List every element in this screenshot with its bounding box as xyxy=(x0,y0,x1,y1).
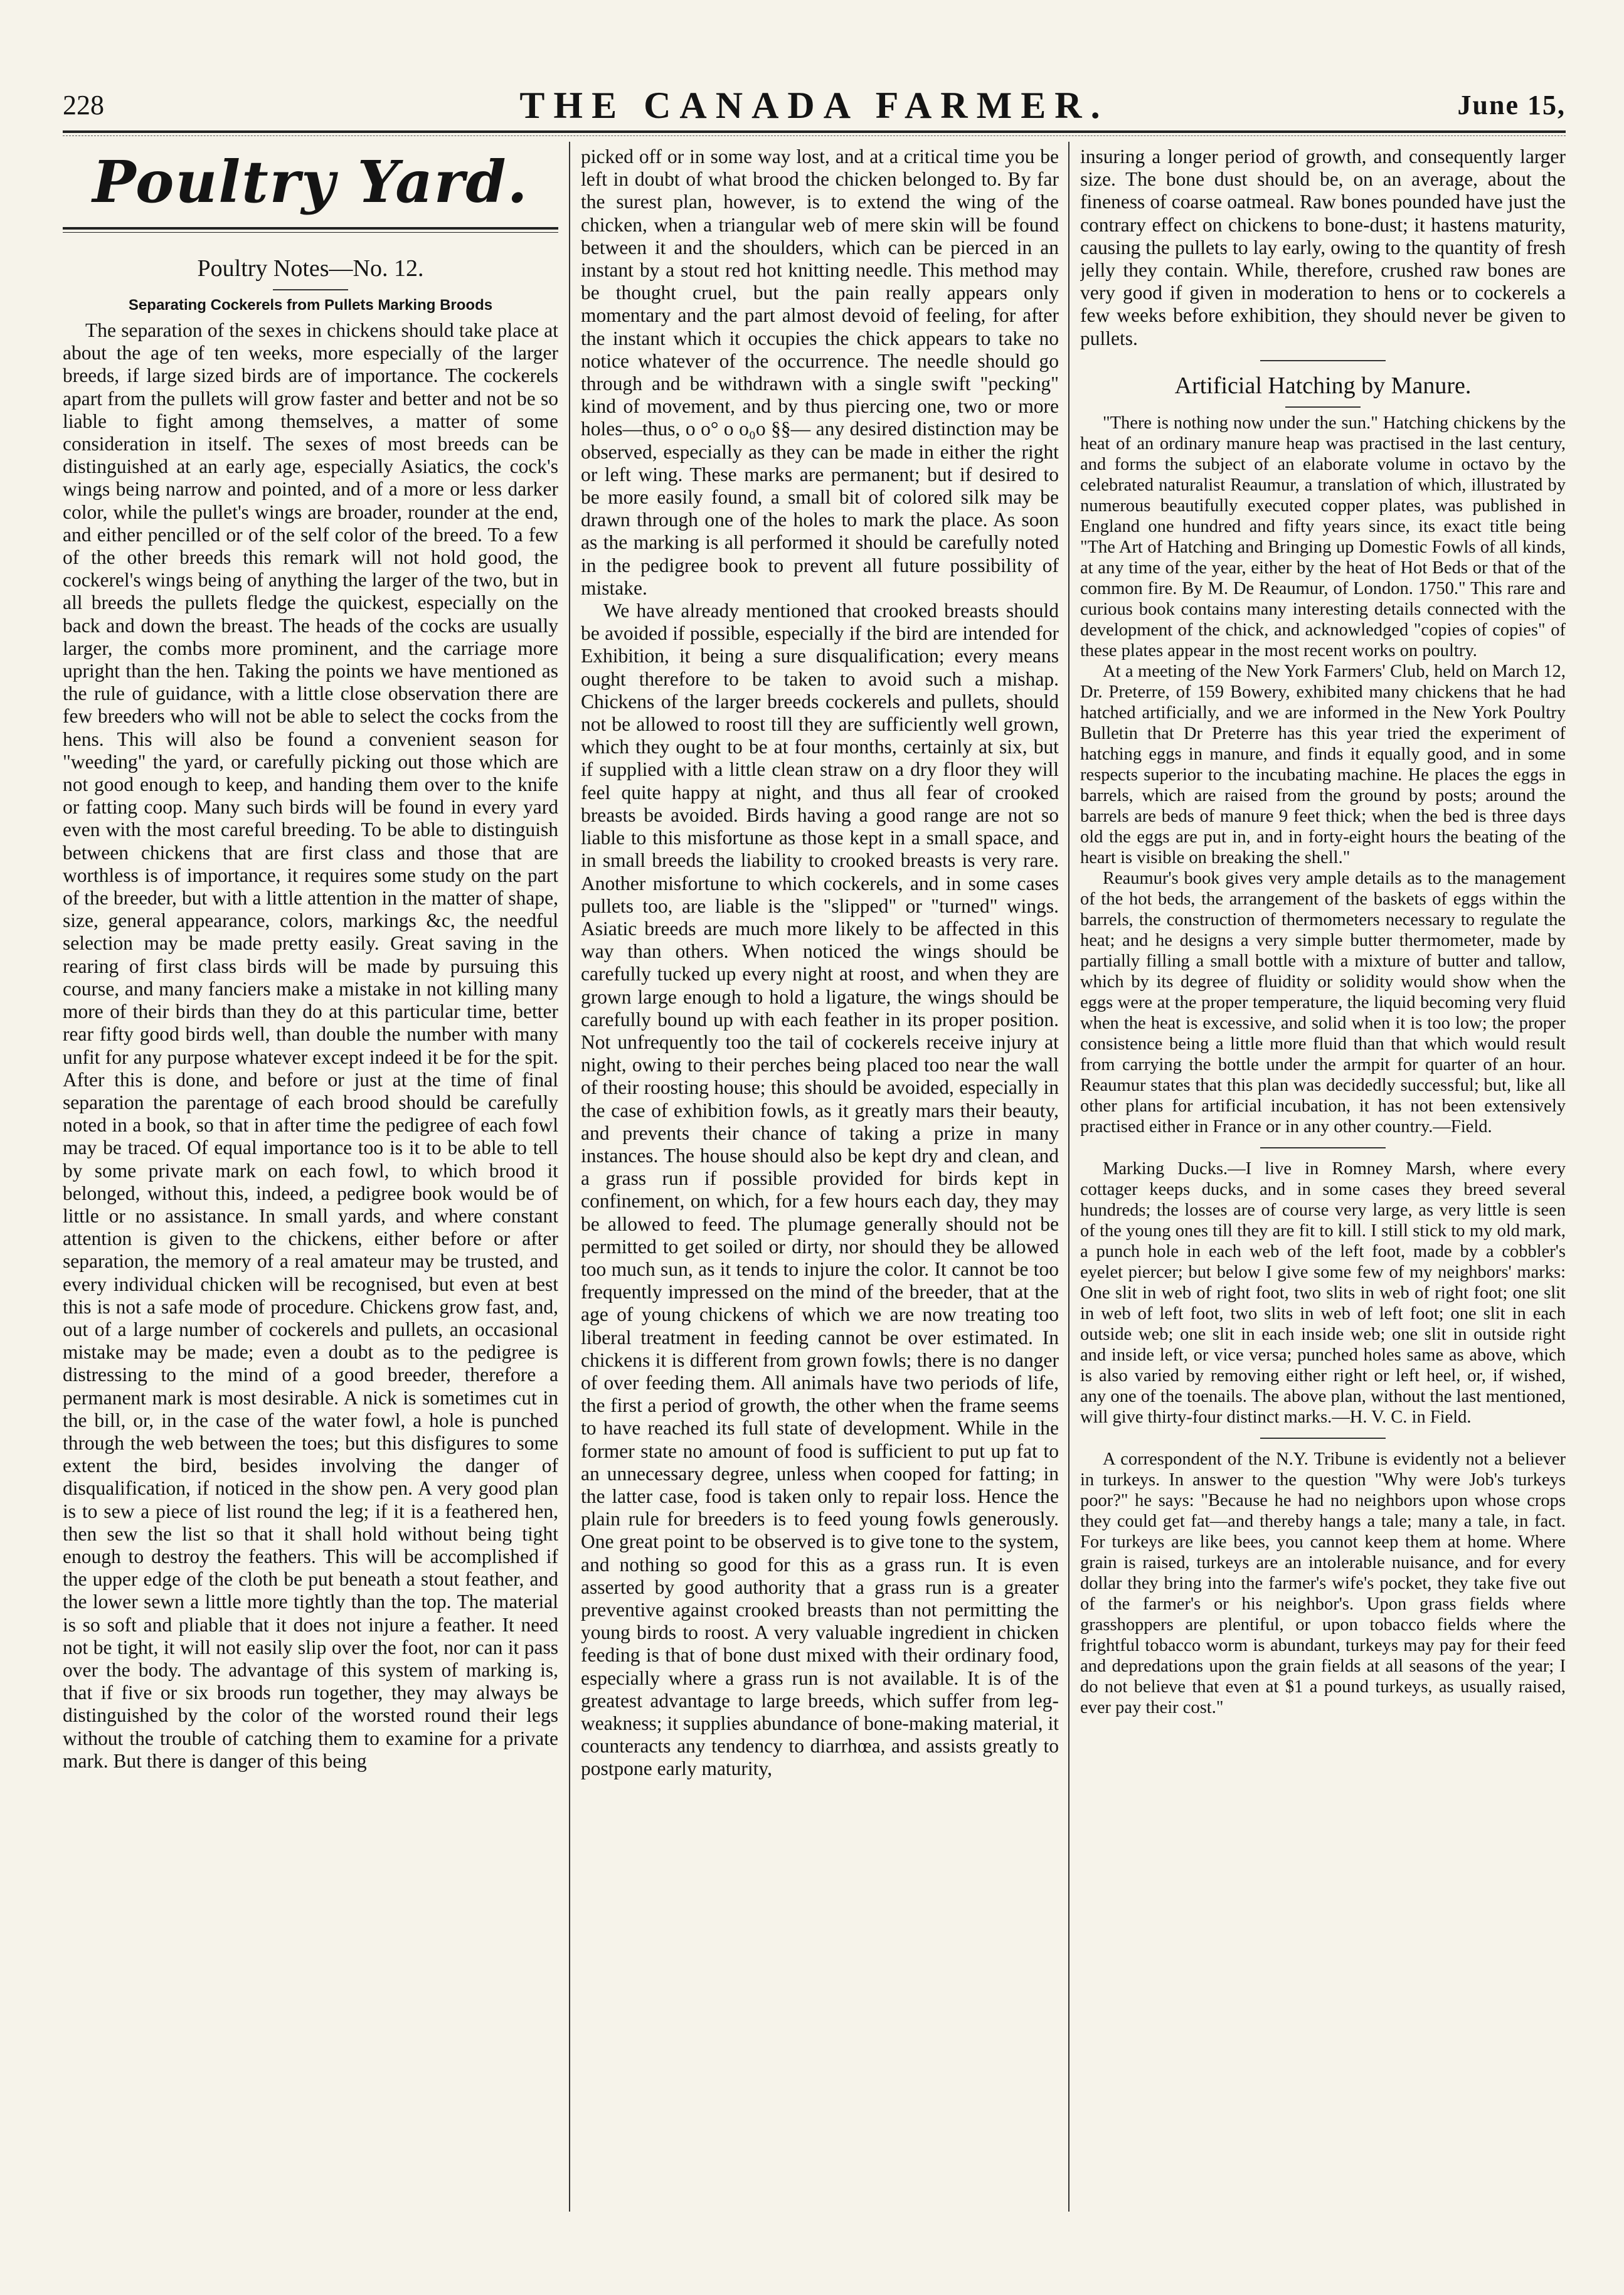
marking-ducks-paragraph: Marking Ducks.—I live in Romney Marsh, where every cottager keeps ducks, and in some cases they breed several hundreds; the losses are of course very large, as very little is seen of the young ones till they are fit to kill. I still stick to my old mark, a punch hole in each web of the left foot, made by a cobbler's eyelet piercer; but below I give some few of my neighbors' marks: One slit in web of right foot, two slits in web of right foot; one slit in web of left foot, two slits in web of left foot; one slit in each outside web; one slit in each inside web; one slit in outside right and inside left, or vice versa; punched holes same as above, which is also varied by removing either right or left heel, or, if wished, any one of the toenails. The above plan, without the last mentioned, will give thirty-four distinct marks.—H. V. C. in Field. xyxy=(1080,1158,1566,1427)
article-paragraph: Reaumur's book gives very ample details as to the management of the hot beds, the arrangement of the baskets of eggs within the barrels, the construction of thermometers necessary to regulate the heat; and he designs a very simple butter thermometer, made by partially filling a small bottle with a mixture of butter and tallow, which by its degree of fluidity or solidity would show when the eggs were at the proper temperature, the liquid becoming very fluid when the heat is excessive, and solid when it is too low; the proper consistence being a little more fluid than that which would result from carrying the bottle under the armpit for quarter of an hour. Reaumur states that this plan was decidedly successful; but, like all other plans for artificial incubation, it has not been extensively practised either in France or in any other country.—Field. xyxy=(1080,868,1566,1137)
section-rule xyxy=(63,227,558,233)
article-title: Poultry Notes—No. 12. xyxy=(197,255,424,282)
article-separator xyxy=(1260,1438,1386,1439)
section-heading: Poultry Yard. xyxy=(92,148,529,216)
column-1 xyxy=(63,146,558,2209)
column-2 xyxy=(581,146,1059,2209)
header-rule xyxy=(63,130,1566,133)
article-separator xyxy=(1260,360,1386,361)
column-divider-2 xyxy=(1068,142,1069,2212)
article-subheading: Separating Cockerels from Pullets Marking Broods xyxy=(128,297,493,314)
column-divider-1 xyxy=(569,142,570,2212)
article-paragraph: insuring a longer period of growth, and consequently larger size. The bone dust should be, on an average, about the fineness of coarse oatmeal. Raw bones pounded have just the contrary effect on chickens to bone-dust; it hastens maturity, causing the pullets to lay early, owing to the quantity of fresh jelly they contain. While, therefore, crushed raw bones are very good if given in moderation to hens or to cockerels a few weeks before exhibition, they should never be given to pullets. xyxy=(1080,146,1566,349)
masthead-title: THE CANADA FARMER. xyxy=(519,85,1109,126)
page-number: 228 xyxy=(63,90,104,120)
header-rule-dashed xyxy=(63,135,1566,136)
article-paragraph: The separation of the sexes in chickens should take place at about the age of ten weeks, more especially of the larger breeds, if large sized birds are of importance. The cockerels apart from the pullets will grow faster and better and not be so liable to fight among themselves, a matter of some consideration in itself. The sexes of most breeds can be distinguished at an early age, especially Asiatics, the cock's wings being narrow and pointed, and of a more or less darker color, while the pullet's wings are broader, rounder at the end, and either pencilled or of the self color of the breed. To a few of the other breeds this remark will not hold good, the cockerel's wings being of anything the larger of the two, but in all breeds the pullets fledge the quickest, especially on the back and down the breast. The heads of the cocks are usually larger, the combs more prominent, and the carriage more upright than the hen. Taking the points we have mentioned as the rule of guidance, with a little close observation there are few breeders who will not be able to select the cocks from the hens. This will also be found a convenient season for "weeding" the yard, or carefully picking out those which are not good enough to keep, and handing them over to the knife or fatting coop. Many such birds will be found in every yard even with the most careful breeding. To be able to distinguish between chickens that are first class and those that are worthless is of importance, it requires some study on the part of the breeder, but with a little attention in the matter of shape, size, general appearance, colors, markings &c, the needful selection may be made pretty easily. Great saving in the rearing of first class birds will be made by pursuing this course, and many fanciers make a mistake in not killing many more of their birds than they do at this particular time, better rear fifty good birds well, than double the number with many unfit for any purpose whatever except indeed it be for the spit. After this is done, and before or just at the time of final separation the parentage of each brood should be carefully noted in a book, so that in after time the pedigree of each fowl may be traced. Of equal importance too is it to be able to tell by some private mark on each fowl, to which brood it belonged, without this, indeed, a pedigree book would be of little or no assistance. In small yards, and where constant attention is given to the chickens, either before or after separation, the memory of a real amateur may be trusted, and every individual chicken will be recognised, but even at best this is not a safe mode of procedure. Chickens grow fast, and, out of a large number of cockerels and pullets, an occasional mistake may be made; even a doubt as to the pedigree is distressing to the mind of a good breeder, therefore a permanent mark is most desirable. A nick is sometimes cut in the bill, or, in the case of the water fowl, a hole is punched through the web between the toes; but this disfigures to some extent the bird, besides involving the danger of disqualification, if noticed in the show pen. A very good plan is to sew a piece of list round the leg; if it is a feathered hen, then sew the list so that it shall hold without being tight enough to destroy the feathers. This will be accomplished if the upper edge of the cloth be put beneath a stout feather, and the lower sewn a little more tightly than the top. The material is so soft and pliable that it does not injure a feather. It need not be tight, it will not easily slip over the foot, nor can it pass over the body. The advantage of this system of marking is, that if five or six broods run together, they may always be distinguished by the color of the worsted round their legs without the trouble of catching them to examine for a private mark. But there is danger of this being xyxy=(63,319,558,1772)
article-separator xyxy=(1260,1147,1386,1148)
turkeys-paragraph: A correspondent of the N.Y. Tribune is evidently not a believer in turkeys. In answer to the question "Why were Job's turkeys poor?" he says: "Because he had no neighbors upon whose crops they could get fat—and thereby hangs a tale; many a tale, in fact. For turkeys are like bees, you cannot keep them at home. Where grain is raised, turkeys are an intolerable nuisance, and for every dollar they bring into the farmer's wife's pocket, they take five out of the farmer's or his neighbor's. Upon grass fields where grasshoppers are plentiful, or upon tobacco fields where the frightful tobacco worm is abundant, turkeys may pay for their feed and depredations upon the grain fields at all seasons of the year; I do not believe that even at $1 a pound turkeys, as usually raised, ever pay their cost." xyxy=(1080,1449,1566,1717)
issue-date: June 15, xyxy=(1457,90,1566,120)
title-rule xyxy=(273,289,348,290)
column-3 xyxy=(1080,146,1566,2209)
article-paragraph: At a meeting of the New York Farmers' Club, held on March 12, Dr. Preterre, of 159 Bowery, exhibited many chickens that he had hatched artificially, and we are informed in the New York Poultry Bulletin that Dr Preterre has this year tried the experiment of hatching eggs in manure, and finds it equally good, and in some respects superior to the incubating machine. He places the eggs in barrels, which are raised from the ground by posts; around the barrels are beds of manure 9 feet thick; when the bed is three days old the eggs are put in, and in forty-eight hours the beating of the heart is visible on breaking the shell." xyxy=(1080,661,1566,867)
page-header xyxy=(63,68,1566,124)
title-rule xyxy=(1285,406,1361,408)
article-title-artificial-hatching: Artificial Hatching by Manure. xyxy=(1174,372,1472,399)
article-paragraph: We have already mentioned that crooked breasts should be avoided if possible, especially if the bird are intended for Exhibition, it being a sure disqualification; every means ought therefore to be taken to avoid such a mishap. Chickens of the larger breeds cockerels and pullets, should not be allowed to roost till they are sufficiently well grown, which they ought to be at four months, certainly at six, but if supplied with a little clean straw on a dry floor they will feel quite happy at night, and thus all fear of crooked breasts be avoided. Birds having a good range are not so liable to this misfortune as those kept in a small space, and in small breeds the liability to crooked breasts is very rare. Another misfortune to which cockerels, and in some cases pullets too, are liable is the "slipped" or "turned" wings. Asiatic breeds are much more likely to be affected in this way than others. When noticed the wings should be carefully tucked up every night at roost, and when they are grown large enough to hold a ligature, the wings should be carefully bound up with each feather in its proper position. Not unfrequently too the tail of cockerels receive injury at night, owing to their perches being placed too near the wall of their roosting house; this should be avoided, especially in the case of exhibition fowls, as it greatly mars their beauty, and prevents their chance of taking a prize in many instances. The house should also be kept dry and clean, and a grass run if possible provided for birds kept in confinement, on which, for a few hours each day, they may be allowed to feed. The plumage generally should not be permitted to get soiled or dirty, nor should they be allowed too much sun, as it tends to injure the color. It cannot be too frequently impressed on the mind of the breeder, that at the age of young chickens of which we are now treating too liberal treatment in feeding cannot be over estimated. In chickens it is different from grown fowls; there is no danger of over feeding them. All animals have two periods of life, the first a period of growth, the other when the frame seems to have reached its full state of development. While in the former state no amount of food is sufficient to put up fat to an unnecessary degree, unless when cooped for fatting; in the latter case, food is taken only to repair loss. Hence the plain rule for breeders is to feed young fowls generously. One great point to be observed is to give tone to the system, and nothing so good for this as a grass run. It is even asserted by good authority that a grass run is a greater preventive against crooked breasts than not permitting the young birds to roost. A very valuable ingredient in chicken feeding is that of bone dust mixed with their ordinary food, especially where a grass run is not available. It is of the greatest advantage to large breeds, which suffer from leg-weakness; it supplies abundance of bone-making material, it counteracts any tendency to diarrhœa, and assists greatly to postpone early maturity, xyxy=(581,600,1059,1780)
article-paragraph: "There is nothing now under the sun." Hatching chickens by the heat of an ordinary manure heap was practised in the last century, and forms the subject of an elaborate volume in octavo by the celebrated naturalist Reaumur, a translation of which, illustrated by numerous beautifully executed copper plates, was published in England one hundred and fifty years since, its exact title being "The Art of Hatching and Bringing up Domestic Fowls of all kinds, at any time of the year, either by the heat of Hot Beds or that of the common fire. By M. De Reaumur, of London. 1750." This rare and curious book contains many interesting details connected with the development of the chick, and acknowledged "copies of copies" of these plates appear in the most recent works on poultry. xyxy=(1080,413,1566,660)
article-paragraph: picked off or in some way lost, and at a critical time you be left in doubt of what brood the chicken belonged to. By far the surest plan, however, is to extend the wing of the chicken, when a triangular web of mere skin will be found between it and the shoulders, which can be pierced in an instant by a stout red hot knitting needle. This method may be thought cruel, but the pain really appears only momentary and the part almost devoid of feeling, for after the instant which it occupies the chick appears to take no notice whatever of the occurrence. The needle should go through and be withdrawn with a single swift "pecking" kind of movement, and by thus piercing one, two or more holes—thus, o o° o o₀o §§— any desired distinction may be observed, especially as they can be made in either the right or left wing. These marks are permanent; but if desired to be more easily found, a small bit of colored silk may be drawn through one of the holes to mark the place. As soon as the marking is all performed it should be carefully noted in the pedigree book to prevent all future possibility of mistake. xyxy=(581,146,1059,599)
